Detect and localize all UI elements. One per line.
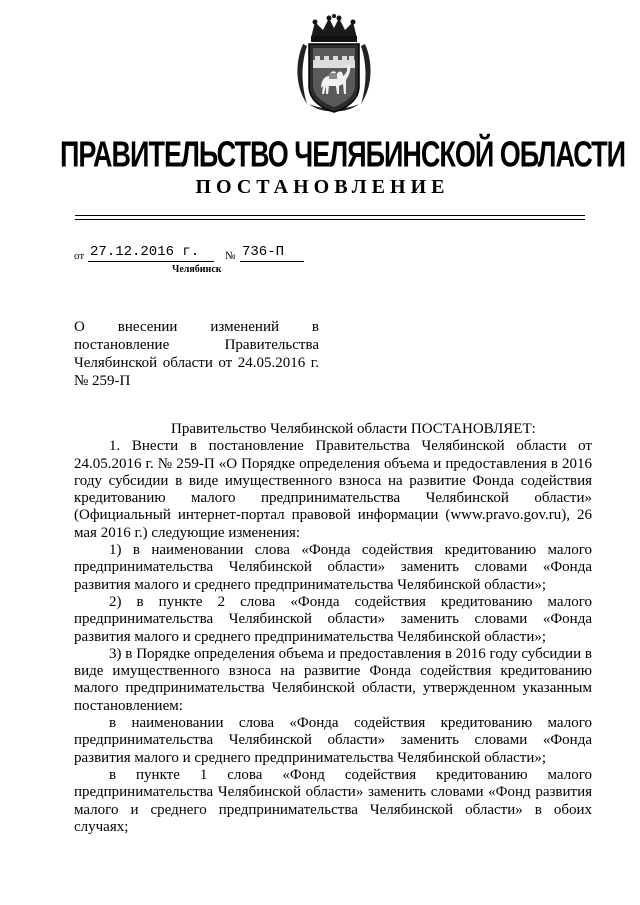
header-rule-top <box>75 215 585 216</box>
preamble: Правительство Челябинской области ПОСТАНОВЛЯЕТ: <box>171 421 536 437</box>
document-city: Челябинск <box>172 264 222 275</box>
document-number: 736-П <box>240 244 304 262</box>
chelyabinsk-coat-of-arms-icon <box>291 14 377 118</box>
paragraph: в пункте 1 слова «Фонд содействия кредитованию малого предпринимательства Челябинской области» заменить словами «Фонд развития малого и среднего предпринимательства Челябинской области» в обоих случаях; <box>74 766 592 835</box>
date-label: от <box>74 250 85 262</box>
subject-text: О внесении изменений в постановление Правительства Челябинской области от 24.05.2016 г. <box>74 319 319 371</box>
document-type: ПОСТАНОВЛЕНИЕ <box>195 176 450 198</box>
document-subject <box>74 318 319 390</box>
document-body <box>74 421 592 836</box>
paragraph: в наименовании слова «Фонда содействия кредитованию малого предпринимательства Челябинской области» заменить словами «Фонда развития малого и среднего предпринимательства Челябинской области»; <box>74 715 592 766</box>
paragraph: 2) в пункте 2 слова «Фонда содействия кредитованию малого предпринимательства Челябинской области» заменить словами «Фонда развития малого и среднего предпринимательства Челябинской области»; <box>74 593 592 645</box>
government-title: ПРАВИТЕЛЬСТВО ЧЕЛЯБИНСКОЙ ОБЛАСТИ <box>60 134 626 175</box>
number-label: № <box>225 250 236 262</box>
paragraph: 3) в Порядке определения объема и предоставления в 2016 году субсидии в виде имущественного взноса на развитие Фонда содействия кредитованию малого предпринимательства Челябинской области, утвержденном указанным постановлением: <box>74 645 592 714</box>
paragraph: 1. Внести в постановление Правительства Челябинской области от 24.05.2016 г. № 259-П «О Порядке определения объема и предоставления в 2016 году субсидии в виде имущественного взноса на развитие Фонда содействия кредитованию малого предпринимательства Челябинской области» (Официальный интернет-портал правовой информации (www.pravo.gov.ru), 26 мая 2016 г.) следующие изменения: <box>74 438 592 541</box>
header-rule-bottom <box>75 219 585 220</box>
subject-last-line: № 259-П <box>74 373 131 389</box>
paragraph: 1) в наименовании слова «Фонда содействия кредитованию малого предпринимательства Челябинской области» заменить словами «Фонда развития малого и среднего предпринимательства Челябинской области»; <box>74 542 592 593</box>
document-date: 27.12.2016 г. <box>88 244 214 262</box>
